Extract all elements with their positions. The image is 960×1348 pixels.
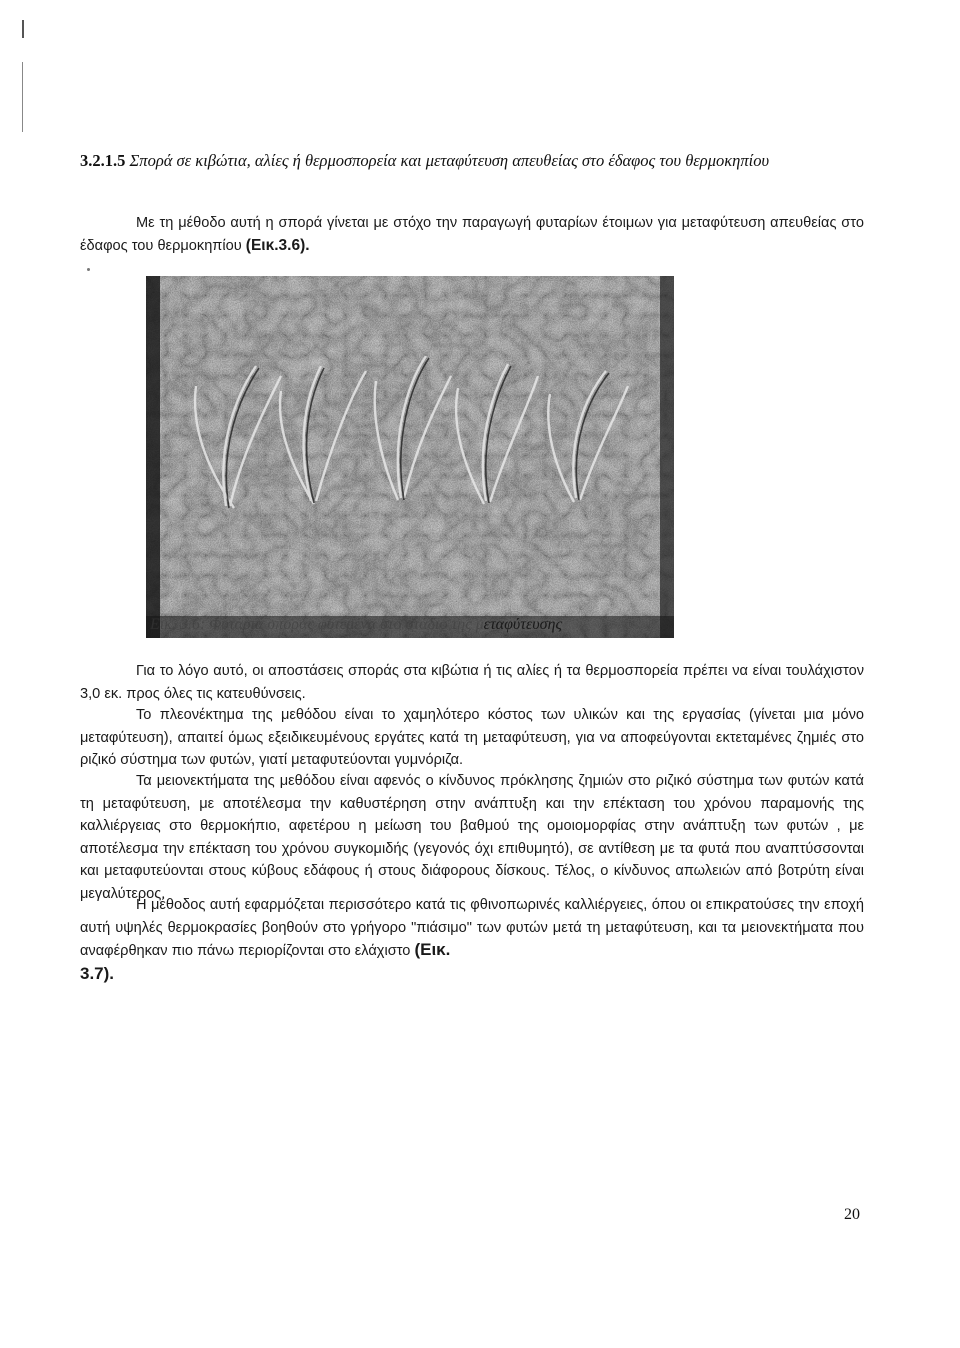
figure-caption-visible: εταφύτευσης <box>483 616 562 633</box>
figure-reference: (Εικ. <box>414 940 451 959</box>
seedling-photo <box>146 276 674 638</box>
figure-caption <box>150 614 800 636</box>
figure-caption-obscured: Εικ. 3.6: Φυτάρια σποράς φυτεμένα στο στάδιο της μ <box>150 616 484 633</box>
paragraph-advantage <box>80 704 864 772</box>
intro-paragraph <box>80 212 864 257</box>
paragraph-text: Για το λόγο αυτό, οι αποστάσεις σποράς στα κιβώτια ή τις αλίες ή τα θερμοσπορεία πρέπει να είναι τουλάχιστον 3,0 εκ. προς όλες τις κατευθύνσεις. <box>80 663 864 702</box>
section-heading <box>80 150 860 172</box>
section-number: 3.2.1.5 <box>80 151 126 170</box>
paragraph-text: Η μέθοδος αυτή εφαρμόζεται περισσότερο κατά τις φθινοπωρινές καλλιέργειες, όπου οι επικρατούσες την εποχή αυτή υψηλές θερμοκρασίες βοηθούν στο γρήγορο "πιάσιμο" των φυτών μετά τη μεταφύτευση, και τα μειονεκτήματα που αναφέρθηκαν πιο πάνω περιορίζονται στο ελάχιστο <box>80 897 864 959</box>
stray-dot <box>87 268 90 271</box>
figure-reference: 3.7). <box>80 963 115 983</box>
paragraph-disadvantages <box>80 770 864 905</box>
paragraph-application <box>80 894 864 986</box>
page-number: 20 <box>844 1206 860 1223</box>
scan-edge-mark <box>22 20 24 38</box>
paragraph-text: Τα μειονεκτήματα της μεθόδου είναι αφενός ο κίνδυνος πρόκλησης ζημιών στο ριζικό σύστημα των φυτών κατά τη μεταφύτευση, με αποτέλεσμα την καθυστέρηση στην ανάπτυξη και την επέκταση του χρόνου παραμονής της καλλιέργειας στο θερμοκήπιο, αφετέρου η μείωση του βαθμού της ομοιομορφίας στην ανάπτυξη των φυτών , με αποτέλεσμα την επέκταση του χρόνου συγκομιδής (γεγονός όχι επιθυμητό), σε αντίθεση με τα φυτά που αναπτύσσονται και μεταφυτεύονται στους κύβους εδάφους ή στους διάφορους δίσκους. Τέλος, ο κίνδυνος απωλειών από βοτρύτη είναι μεγαλύτερος. <box>80 773 864 902</box>
seedling-photo-graphic <box>146 276 674 638</box>
paragraph-text: Το πλεονέκτημα της μεθόδου είναι το χαμηλότερο κόστος των υλικών και της εργασίας (γίνεται μια μόνο μεταφύτευση), απαιτεί όμως εξειδικευμένους εργάτες κατά τη μεταφύτευση, για να αποφεύγονται εκτεταμένες ζημιές στο ριζικό σύστημα των φυτών, γιατί μεταφυτεύονται γυμνόριζα. <box>80 707 864 768</box>
intro-text: Με τη μέθοδο αυτή η σπορά γίνεται με στόχο την παραγωγή φυταρίων έτοιμων για μεταφύτευση απευθείας στο έδαφος του θερμοκηπίου <box>80 215 864 254</box>
figure-reference: (Εικ.3.6). <box>245 236 310 254</box>
paragraph-spacing <box>80 660 864 705</box>
scan-edge-mark <box>22 62 23 132</box>
section-title: Σπορά σε κιβώτια, αλίες ή θερμοσπορεία και μεταφύτευση απευθείας στο έδαφος του θερμοκηπίου <box>129 151 770 170</box>
